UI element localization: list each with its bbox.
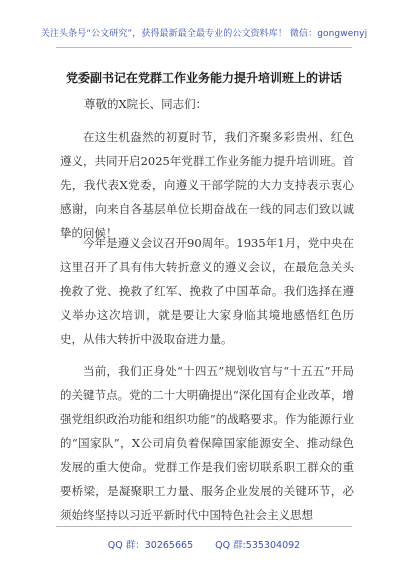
footer-contacts [0,537,408,551]
paragraph-opening: 在这生机盎然的初夏时节，我们齐聚多彩贵州、红色遵义，共同开启2025年党群工作业务能力提升培训班。首先，我代表X党委，向遵义干部学院的大力支持表示衷心感谢，向来自各基层单位长期奋战在一线的同志们致以诚挚的问候！ [60,130,354,240]
footer-qq-group-2: QQ 群:535304092 [215,540,301,551]
salutation: 尊敬的X院长、同志们： [84,97,208,111]
footer-qq-group-1: QQ 群：30265665 [107,540,194,551]
header-banner: 关注头条号“公文研究”，获得最新最全最专业的公文资料库！ 微信：gongwenyj [40,29,368,39]
document-title: 党委副书记在党群工作业务能力提升培训班上的讲话 [65,71,342,85]
paragraph-history: 今年是遵义会议召开90周年。1935年1月，党中央在这里召开了具有伟大转折意义的遵义会议，在最危急关头挽救了党、挽救了红军、挽救了中国革命。我们选择在遵义举办这次培训，就是要让大家身临其境地感悟红色历史，从伟大转折中汲取奋进力量。 [60,236,354,346]
paragraph-context: 当前，我们正身处“十四五”规划收官与“十五五”开局的关键节点。党的二十大明确提出“深化国有企业改革，增强党组织政治功能和组织功能”的战略要求。作为能源行业的“国家队”，X公司肩负着保障国家能源安全、推动绿色发展的重大使命。党群工作是我们密切联系职工群众的重要桥梁，是凝聚职工力量、服务企业发展的关键环节，必须始终坚持以习近平新时代中国特色社会主义思想 [60,364,354,522]
footer-divider [56,526,352,527]
header-divider [56,47,352,48]
